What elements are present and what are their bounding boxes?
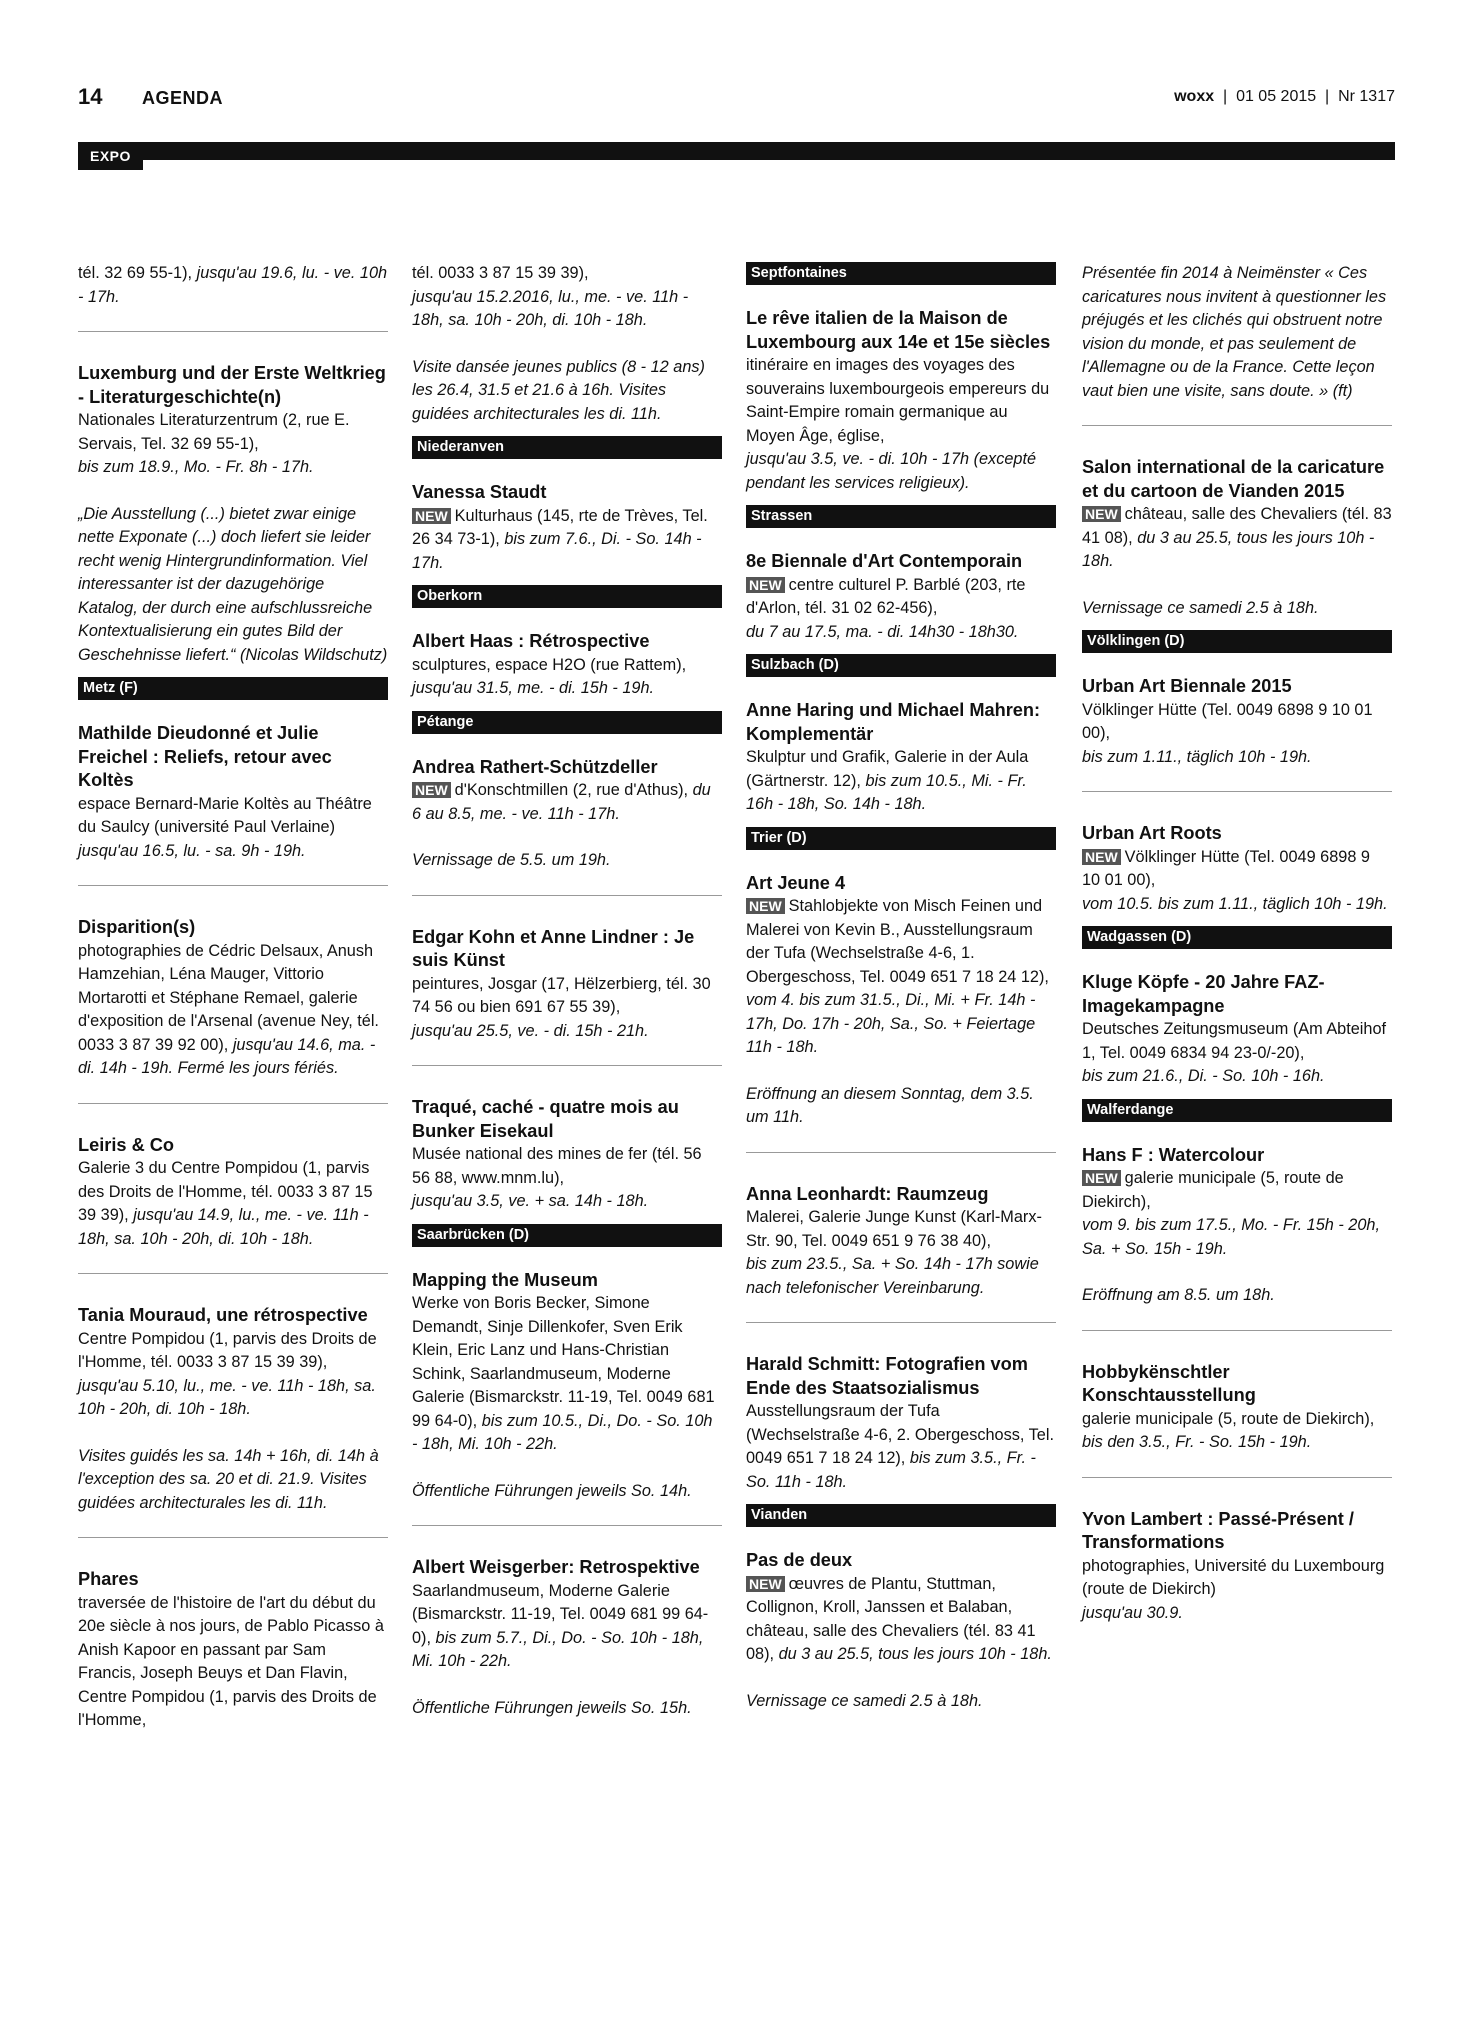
listing-info: photographies de Cédric Delsaux, Anush Hamzehian, Léna Mauger, Vittorio Mortarotti et Stéphane Remael, galerie d'exposition de l'Arsenal (avenue Ney, tél. 0033 3 87 39 92 00), jusqu'au 14.6, ma. - di. 14h - 19h. Fermé les jours fériés. (78, 941, 379, 1077)
listing-info: Deutsches Zeitungsmuseum (Am Abteihof 1, Tel. 0049 6834 94 23-0/-20), (1082, 1020, 1387, 1062)
review-quote: Présentée fin 2014 à Neimënster « Ces caricatures nous invitent à questionner les préjugés et les clichés qui obstruent notre vision du monde, et pas seulement de l'Allemagne ou de la France. Cette leçon vaut bien une visite, sans doute. » (ft) (1082, 264, 1387, 400)
divider (78, 885, 388, 886)
listing-title: Le rêve italien de la Maison de Luxembourg aux 14e et 15e siècles (746, 308, 1051, 352)
listing-info: sculptures, espace H2O (rue Rattem), (412, 655, 687, 674)
location-header: Metz (F) (78, 677, 388, 700)
listing-dates: bis zum 21.6., Di. - So. 10h - 16h. (1082, 1067, 1325, 1085)
divider (78, 331, 388, 332)
location-header: Pétange (412, 711, 722, 734)
page-number: 14 (78, 84, 103, 109)
listing-title: Tania Mouraud, une rétrospective (78, 1305, 368, 1325)
listing-title: 8e Biennale d'Art Contemporain (746, 551, 1023, 571)
listing-title: Hans F : Watercolour (1082, 1144, 1265, 1165)
issue-info: woxx | 01 05 2015 | Nr 1317 (1174, 88, 1395, 105)
divider (746, 1322, 1056, 1323)
listing-dates: jusqu'au 25.5, ve. - di. 15h - 21h. (412, 1021, 649, 1040)
listing-title: Harald Schmitt: Fotografien vom Ende des Staatsozialismus (746, 1354, 1028, 1398)
listing-title: Pas de deux (746, 1550, 853, 1570)
listing-info: galerie municipale (5, route de Diekirch), bis den 3.5., Fr. - So. 15h - 19h. (1082, 1409, 1375, 1451)
listing-dates: vom 9. bis zum 17.5., Mo. - Fr. 15h - 20h, Sa. + So. 15h - 19h. (1082, 1216, 1380, 1258)
category-tab: EXPO (78, 146, 143, 170)
listing-title: Mapping the Museum (412, 1269, 598, 1290)
listing-info: Malerei, Galerie Junge Kunst (Karl-Marx-Str. 90, Tel. 0049 651 9 76 38 40), (746, 1208, 1042, 1250)
new-badge: NEW (746, 577, 785, 593)
new-badge: NEW (412, 782, 451, 798)
listing-info: Centre Pompidou (1, parvis des Droits de l'Homme, tél. 0033 3 87 15 39 39), jusqu'au 5.10, lu., me. - ve. 11h - 18h, sa. 10h - 20h, di. 10h - 18h. (78, 1329, 377, 1418)
location-header: Sulzbach (D) (746, 654, 1056, 677)
listing-dates: jusqu'au 3.5, ve. + sa. 14h - 18h. (412, 1192, 649, 1210)
review-quote: „Die Ausstellung (...) bietet zwar einige nette Exponate (...) doch liefert sie leider recht wenig Hintergrundinformation. Viel interessanter ist der dazugehörige Katalog, der durch eine aufschlussreiche Kontextualisierung ein gutes Bild der Geschehnisse liefert.“ (Nicolas Wildschutz) (78, 504, 388, 664)
listing-continued: tél. 32 69 55-1), jusqu'au 19.6, lu. - ve. 10h - 17h. (78, 264, 388, 306)
divider (78, 1537, 388, 1538)
page-header (78, 84, 1395, 114)
listing-dates: jusqu'au 3.5, ve. - di. 10h - 17h (excepté pendant les services religieux). (746, 450, 1037, 492)
divider (412, 1525, 722, 1526)
location-header: Septfontaines (746, 262, 1056, 285)
listing-note: Vernissage de 5.5. um 19h. (412, 851, 611, 869)
listing-title: Mathilde Dieudonné et Julie Freichel : Reliefs, retour avec Koltès (78, 723, 332, 790)
listing-dates: vom 4. bis zum 31.5., Di., Mi. + Fr. 14h - 17h, Do. 17h - 20h, Sa., So. + Feiertage 11h - 18h. (746, 991, 1036, 1056)
listing-title: Disparition(s) (78, 917, 196, 937)
location-header: Strassen (746, 505, 1056, 528)
listing-title: Salon international de la caricature et du cartoon de Vianden 2015 (1082, 457, 1385, 501)
new-badge: NEW (746, 1576, 785, 1592)
location-header: Völklingen (D) (1082, 630, 1392, 653)
listing-info: Werke von Boris Becker, Simone Demandt, Sinje Dillenkofer, Sven Erik Klein, Eric Lanz und Hans-Christian Schink, Saarlandmuseum, Moderne Galerie (Bismarckstr. 11-19, Tel. 0049 681 99 64-0), bis zum 10.5., Di., Do. - So. 10h - 18h, Mi. 10h - 22h. (412, 1294, 715, 1453)
listing-title: Phares (78, 1569, 139, 1589)
listing-info: traversée de l'histoire de l'art du début du 20e siècle à nos jours, de Pablo Picasso à Anish Kapoor en passant par Sam Francis, Joseph Beuys et Dan Flavin, Centre Pompidou (1, parvis des Droits de l'Homme, (78, 1593, 384, 1729)
issue-number: Nr 1317 (1338, 88, 1395, 105)
location-header: Walferdange (1082, 1099, 1392, 1122)
listing-dates: bis zum 1.11., täglich 10h - 19h. (1082, 747, 1312, 766)
listing-info: photographies, Université du Luxembourg (route de Diekirch) (1082, 1556, 1385, 1598)
divider (1082, 425, 1392, 426)
listing-dates: jusqu'au 15.2.2016, lu., me. - ve. 11h - 18h, sa. 10h - 20h, di. 10h - 18h. (412, 287, 689, 329)
listing-info: NEW œuvres de Plantu, Stuttman, Collignon, Kroll, Janssen et Balaban, château, salle des Chevaliers (tél. 83 41 08), du 3 au 25.5, tous les jours 10h - 18h. (746, 1574, 1052, 1663)
listing-dates: vom 10.5. bis zum 1.11., täglich 10h - 19h. (1082, 894, 1388, 913)
divider (746, 1152, 1056, 1153)
column-1 (78, 262, 388, 1733)
divider (412, 895, 722, 896)
listing-note: Eröffnung an diesem Sonntag, dem 3.5. um 11h. (746, 1084, 1034, 1126)
listing-title: Urban Art Roots (1082, 823, 1222, 843)
listing-title: Traqué, caché - quatre mois au Bunker Eisekaul (412, 1097, 679, 1141)
listing-dates: bis zum 23.5., Sa. + So. 14h - 17h sowie nach telefonischer Vereinbarung. (746, 1255, 1039, 1297)
listing-title: Urban Art Biennale 2015 (1082, 676, 1292, 696)
divider (78, 1273, 388, 1274)
listing-info: Nationales Literaturzentrum (2, rue E. Servais, Tel. 32 69 55-1), (78, 411, 350, 453)
listing-title: Luxemburg und der Erste Weltkrieg - Literaturgeschichte(n) (78, 363, 386, 407)
listing-title: Edgar Kohn et Anne Lindner : Je suis Künst (412, 926, 695, 970)
listing-note: Vernissage ce samedi 2.5 à 18h. (1082, 598, 1319, 617)
listing-dates: jusqu'au 30.9. (1082, 1603, 1183, 1622)
new-badge: NEW (1082, 1170, 1121, 1186)
listing-title: Art Jeune 4 (746, 872, 846, 893)
listing-continued: tél. 0033 3 87 15 39 39), (412, 264, 589, 282)
listing-note: Eröffnung am 8.5. um 18h. (1082, 1286, 1275, 1304)
listing-info: NEW galerie municipale (5, route de Diekirch), (1082, 1169, 1344, 1211)
listing-title: Albert Weisgerber: Retrospektive (412, 1557, 700, 1577)
listing-info: Galerie 3 du Centre Pompidou (1, parvis des Droits de l'Homme, tél. 0033 3 87 15 39 39), jusqu'au 14.9, lu., me. - ve. 11h - 18h, sa. 10h - 20h, di. 10h - 18h. (78, 1159, 373, 1248)
listing-info: NEW centre culturel P. Barblé (203, rte d'Arlon, tél. 31 02 62-456), (746, 575, 1026, 617)
divider (1082, 1477, 1392, 1478)
listing-title: Vanessa Staudt (412, 482, 547, 502)
listing-info: Musée national des mines de fer (tél. 56 56 88, www.mnm.lu), (412, 1145, 702, 1187)
listing-info: NEW château, salle des Chevaliers (tél. 83 41 08), du 3 au 25.5, tous les jours 10h - 18h. (1082, 505, 1392, 570)
location-header: Trier (D) (746, 827, 1056, 850)
listing-info: NEW Stahlobjekte von Misch Feinen und Malerei von Kevin B., Ausstellungsraum der Tufa (Wechselstraße 4-6, 1. Obergeschoss, Tel. 0049 651 7 18 24 12), (746, 897, 1049, 986)
listing-title: Anne Haring und Michael Mahren: Komplementär (746, 700, 1041, 744)
listing-title: Yvon Lambert : Passé-Présent / Transformations (1082, 1508, 1354, 1552)
listing-info: Saarlandmuseum, Moderne Galerie (Bismarckstr. 11-19, Tel. 0049 681 99 64-0), bis zum 5.7., Di., Do. - So. 10h - 18h, Mi. 10h - 22h. (412, 1581, 709, 1670)
location-header: Vianden (746, 1504, 1056, 1527)
location-header: Saarbrücken (D) (412, 1224, 722, 1247)
listing-info: itinéraire en images des voyages des souverains luxembourgeois empereurs du Saint-Empire romain germanique au Moyen Âge, église, (746, 356, 1050, 445)
listing-info: peintures, Josgar (17, Hëlzerbierg, tél. 30 74 56 ou bien 691 67 55 39), (412, 974, 711, 1016)
divider (78, 1103, 388, 1104)
listing-dates: du 7 au 17.5, ma. - di. 14h30 - 18h30. (746, 622, 1019, 641)
listing-info: Ausstellungsraum der Tufa (Wechselstraße 4-6, 2. Obergeschoss, Tel. 0049 651 7 18 24 12), bis zum 3.5., Fr. - So. 11h - 18h. (746, 1402, 1054, 1491)
listing-info: espace Bernard-Marie Koltès au Théâtre du Saulcy (université Paul Verlaine) jusqu'au 16.5, lu. - sa. 9h - 19h. (78, 794, 372, 860)
column-2 (412, 262, 722, 1720)
listing-note: Visite dansée jeunes publics (8 - 12 ans) les 26.4, 31.5 et 21.6 à 16h. Visites guidées architecturales les di. 11h. (412, 357, 705, 423)
divider (1082, 791, 1392, 792)
listing-info: Völklinger Hütte (Tel. 0049 6898 9 10 01 00), (1082, 700, 1373, 742)
location-header: Wadgassen (D) (1082, 926, 1392, 949)
listing-note: Öffentliche Führungen jeweils So. 15h. (412, 1698, 692, 1717)
listing-note: Visites guidés les sa. 14h + 16h, di. 14h à l'exception des sa. 20 et di. 21.9. Visites guidées architecturales les di. 11h. (78, 1446, 379, 1512)
listing-title: Andrea Rathert-Schützdeller (412, 756, 658, 777)
listing-title: Kluge Köpfe - 20 Jahre FAZ-Imagekampagne (1082, 972, 1325, 1016)
header-rule (78, 142, 1395, 160)
listing-title: Anna Leonhardt: Raumzeug (746, 1183, 989, 1204)
listing-dates: jusqu'au 31.5, me. - di. 15h - 19h. (412, 679, 655, 697)
issue-date: 01 05 2015 (1236, 88, 1317, 105)
listing-info: NEW d'Konschtmillen (2, rue d'Athus), du 6 au 8.5, me. - ve. 11h - 17h. (412, 781, 711, 823)
new-badge: NEW (412, 508, 451, 524)
divider (412, 1065, 722, 1066)
listing-note: Vernissage ce samedi 2.5 à 18h. (746, 1691, 983, 1710)
listing-info: NEW Kulturhaus (145, rte de Trèves, Tel. 26 34 73-1), bis zum 7.6., Di. - So. 14h - 17h. (412, 506, 708, 572)
brand-name: woxx (1174, 88, 1215, 105)
new-badge: NEW (1082, 506, 1121, 522)
section-title: AGENDA (142, 88, 224, 108)
location-header: Oberkorn (412, 585, 722, 608)
new-badge: NEW (1082, 849, 1121, 865)
listing-title: Hobbykënschtler Konschtausstellung (1082, 1361, 1256, 1405)
listing-info: NEW Völklinger Hütte (Tel. 0049 6898 9 10 01 00), (1082, 847, 1370, 889)
listing-title: Leiris & Co (78, 1134, 175, 1155)
location-header: Niederanven (412, 436, 722, 459)
listing-title: Albert Haas : Rétrospective (412, 631, 650, 651)
listing-note: Öffentliche Führungen jeweils So. 14h. (412, 1481, 692, 1500)
column-3 (746, 262, 1056, 1713)
divider (1082, 1330, 1392, 1331)
listing-info: Skulptur und Grafik, Galerie in der Aula (Gärtnerstr. 12), bis zum 10.5., Mi. - Fr. 16h - 18h, So. 14h - 18h. (746, 748, 1029, 813)
new-badge: NEW (746, 898, 785, 914)
column-4 (1082, 262, 1392, 1625)
listing-dates: bis zum 18.9., Mo. - Fr. 8h - 17h. (78, 458, 314, 476)
